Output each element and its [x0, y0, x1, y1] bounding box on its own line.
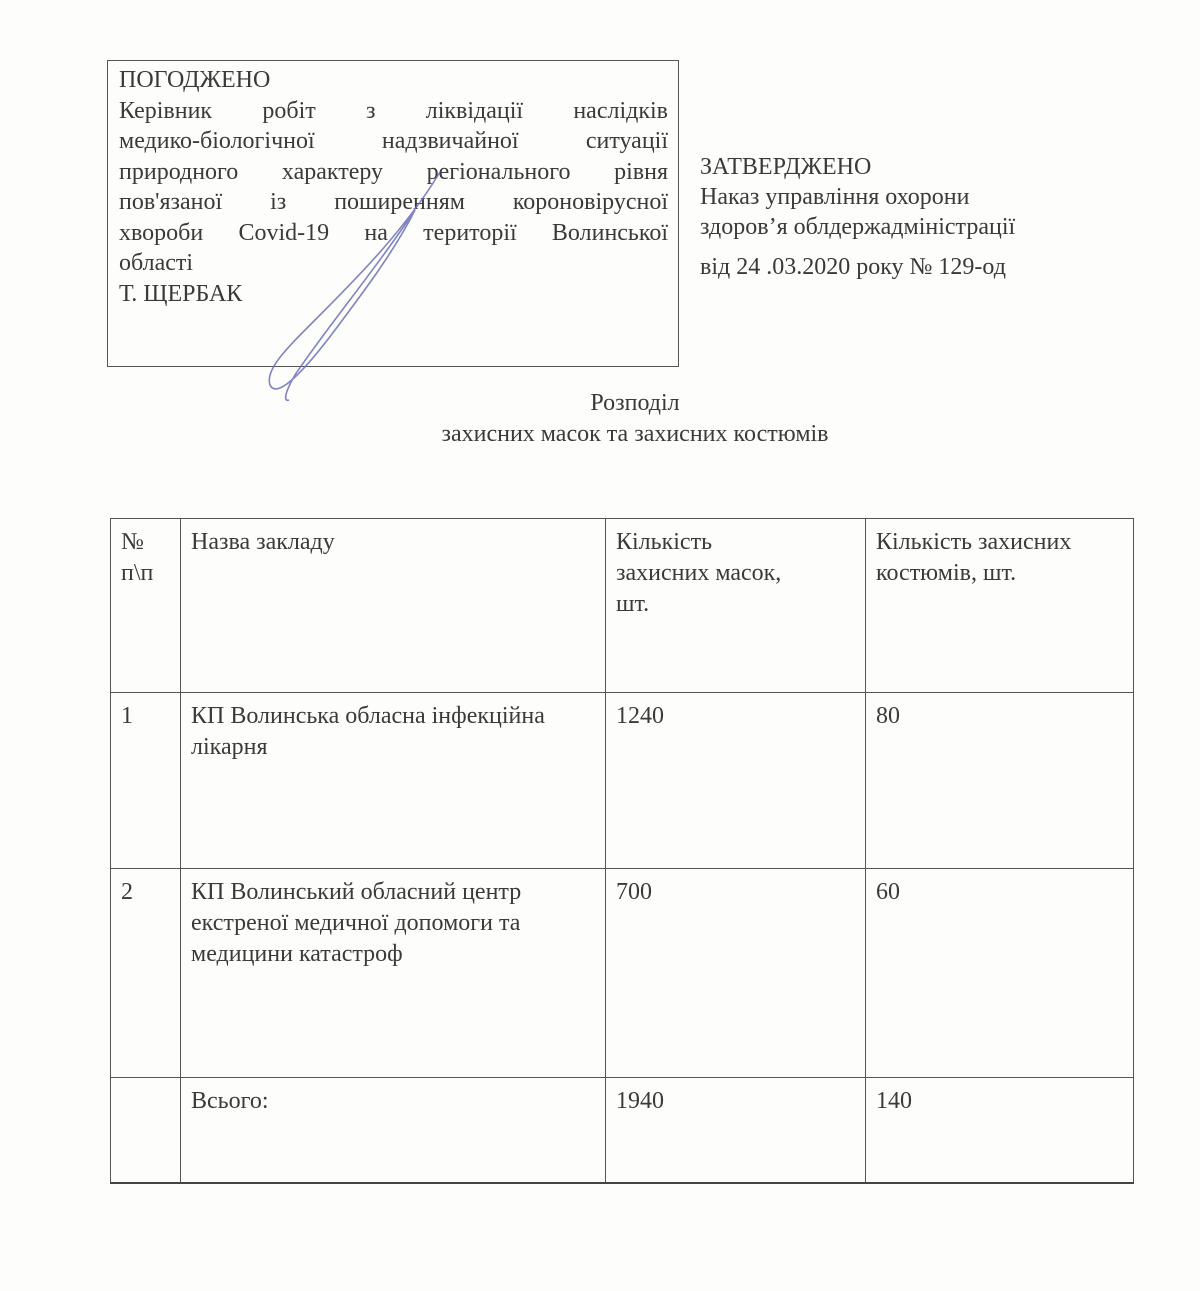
approval-line: Керівник робіт з ліквідації наслідків [119, 97, 668, 124]
document-title [0, 388, 1200, 450]
row-masks: 700 [606, 869, 866, 1078]
approval-signer: Т. ЩЕРБАК [119, 280, 243, 307]
row-name: КП Волинська обласна інфекційна лікарня [181, 693, 606, 869]
header-suits: Кількість захисних костюмів, шт. [866, 519, 1134, 693]
approval-line: пов'язаної із поширенням короновірусної [119, 189, 668, 215]
total-num [111, 1078, 181, 1183]
header-masks: Кількість захисних масок, шт. [606, 519, 866, 693]
approved-order: Наказ управління охорони [700, 184, 970, 210]
row-name: КП Волинський обласний центр екстреної медичної допомоги та медицини катастроф [181, 869, 606, 1078]
row-suits: 60 [866, 869, 1134, 1078]
table-total-row [111, 1078, 1134, 1183]
approval-line: природного характеру регіонального рівня [119, 158, 668, 185]
table-row [111, 869, 1134, 1078]
row-masks: 1240 [606, 693, 866, 869]
distribution-table [110, 518, 1134, 1184]
row-suits: 80 [866, 693, 1134, 869]
approved-heading: ЗАТВЕРДЖЕНО [700, 154, 872, 180]
row-num: 2 [111, 869, 181, 1078]
approval-line: медико-біологічної надзвичайної ситуації [119, 128, 668, 154]
row-num: 1 [111, 693, 181, 869]
approval-heading: ПОГОДЖЕНО [119, 67, 271, 93]
approved-date: від 24 .03.2020 року № 129-од [700, 254, 1006, 280]
table-row [111, 693, 1134, 869]
header-num: № п\п [111, 519, 181, 693]
approved-department: здоров’я облдержадміністрації [700, 214, 1016, 240]
title-line-2: захисних масок та захисних костюмів [441, 421, 829, 447]
approved-block [700, 152, 1015, 282]
approval-line: області [119, 250, 194, 276]
title-line-1: Розподіл [590, 390, 680, 416]
approval-line: хвороби Covid-19 на території Волинської [119, 219, 668, 246]
header-name: Назва закладу [181, 519, 606, 693]
total-masks: 1940 [606, 1078, 866, 1183]
table-header-row [111, 519, 1134, 693]
total-suits: 140 [866, 1078, 1134, 1183]
total-label: Всього: [181, 1078, 606, 1183]
approval-block [107, 60, 679, 367]
